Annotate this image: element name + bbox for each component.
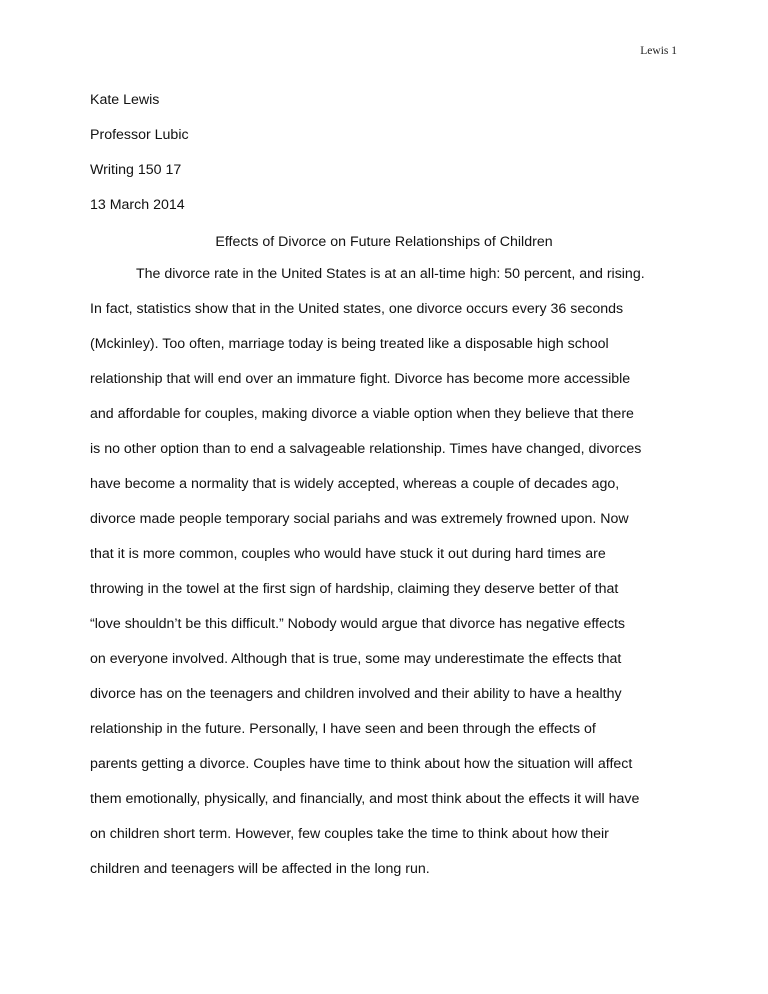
body-line: that it is more common, couples who would have stuck it out during hard times are — [90, 546, 606, 562]
body-line: children and teenagers will be affected in the long run. — [90, 861, 430, 877]
body-line: parents getting a divorce. Couples have time to think about how the situation will affect — [90, 756, 633, 772]
body-line: relationship that will end over an immature fight. Divorce has become more accessible — [90, 371, 631, 387]
course-name: Writing 150 17 — [90, 162, 182, 178]
student-name: Kate Lewis — [90, 92, 160, 108]
body-line: throwing in the towel at the first sign of hardship, claiming they deserve better of that — [90, 581, 619, 597]
essay-title: Effects of Divorce on Future Relationships of Children — [215, 234, 553, 250]
body-line: The divorce rate in the United States is at an all-time high: 50 percent, and rising. — [136, 266, 645, 282]
body-line: and affordable for couples, making divorce a viable option when they believe that there — [90, 406, 634, 422]
submission-date: 13 March 2014 — [90, 197, 185, 213]
body-line: divorce made people temporary social pariahs and was extremely frowned upon. Now — [90, 511, 629, 527]
body-line: have become a normality that is widely accepted, whereas a couple of decades ago, — [90, 476, 620, 492]
running-header-page-number: Lewis 1 — [640, 45, 677, 57]
professor-name: Professor Lubic — [90, 127, 189, 143]
body-line: In fact, statistics show that in the United states, one divorce occurs every 36 seconds — [90, 301, 624, 317]
body-line: is no other option than to end a salvageable relationship. Times have changed, divorces — [90, 441, 642, 457]
body-line: relationship in the future. Personally, I have seen and been through the effects of — [90, 721, 596, 737]
body-line: on everyone involved. Although that is true, some may underestimate the effects that — [90, 651, 622, 667]
body-line: (Mckinley). Too often, marriage today is being treated like a disposable high school — [90, 336, 609, 352]
body-line: divorce has on the teenagers and children involved and their ability to have a healthy — [90, 686, 622, 702]
body-line: them emotionally, physically, and financially, and most think about the effects it will have — [90, 791, 640, 807]
body-line: “love shouldn’t be this difficult.” Nobody would argue that divorce has negative effects — [90, 616, 625, 632]
body-line: on children short term. However, few couples take the time to think about how their — [90, 826, 609, 842]
